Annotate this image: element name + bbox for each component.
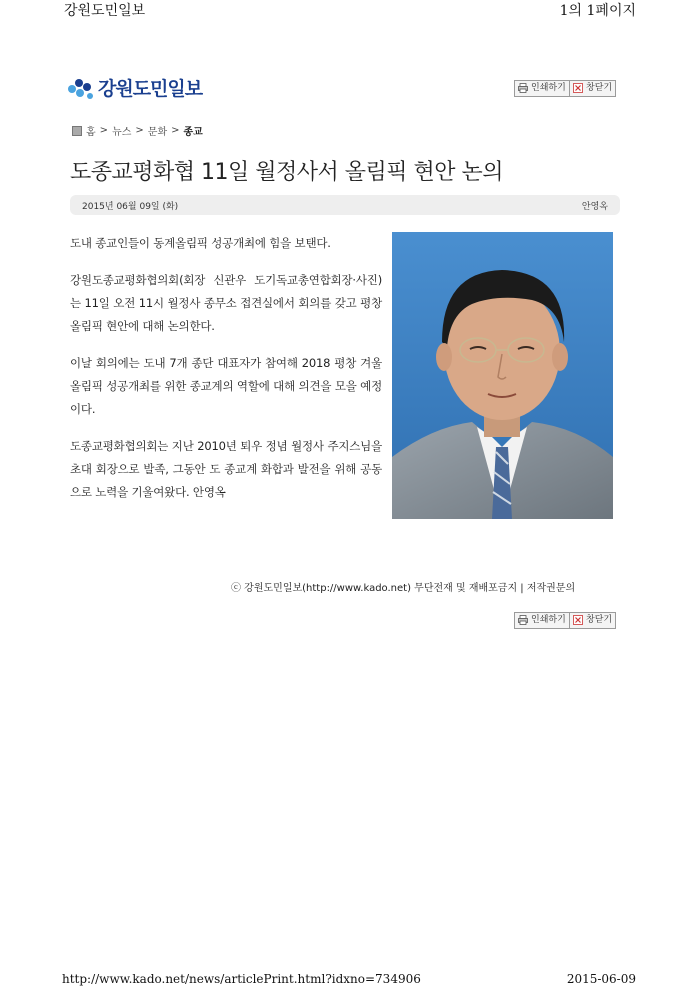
- print-button-bottom[interactable]: [514, 612, 570, 629]
- article-author: 안영옥: [581, 202, 608, 212]
- article-paragraph: 도내 종교인들이 동계올림픽 성공개최에 힘을 보탠다.: [70, 236, 331, 250]
- close-button-bottom[interactable]: [569, 612, 616, 629]
- breadcrumb-separator: >: [99, 125, 109, 136]
- print-header-page-info: 1의 1페이지: [559, 3, 636, 19]
- breadcrumb-separator: >: [171, 125, 180, 136]
- printer-icon: [518, 615, 528, 625]
- article-date: 2015년 06월 09일 (화): [82, 202, 179, 212]
- footer-date: 2015-06-09: [566, 972, 636, 986]
- article-info-bar: [70, 195, 620, 215]
- site-logo[interactable]: [66, 74, 202, 101]
- print-button-label: 인쇄하기: [531, 83, 566, 93]
- close-icon: [573, 83, 583, 93]
- article-photo: [392, 232, 613, 519]
- breadcrumb-home-icon: [72, 126, 82, 136]
- article-paragraph: 이날 회의에는 도내 7개 종단 대표자가 참여해 2018 평창 겨울올림픽 성공개최를 위한 종교계의 역할에 대해 의견을 모을 예정이다.: [70, 356, 382, 416]
- close-button-label: 창닫기: [586, 615, 613, 625]
- copyright-notice: ⓒ 강원도민일보(http://www.kado.net) 무단전재 및 재배포금지 | 저작권문의: [231, 583, 576, 594]
- breadcrumb-separator: >: [135, 125, 144, 136]
- close-button-label: 창닫기: [586, 83, 613, 93]
- portrait-image: [392, 232, 613, 519]
- breadcrumb-culture[interactable]: 문화: [147, 127, 168, 138]
- breadcrumb-news[interactable]: 뉴스: [112, 127, 132, 138]
- article-body: [70, 232, 382, 518]
- breadcrumb-religion[interactable]: 종교: [183, 127, 203, 138]
- breadcrumb-home[interactable]: 홈: [86, 127, 96, 138]
- print-button[interactable]: [514, 80, 570, 97]
- article-paragraph: 도종교평화협의회는 지난 2010년 퇴우 정념 월정사 주지스님을 초대 회장으로 발족, 그동안 도 종교계 화합과 발전을 위해 공동으로 노력을 기울여왔다. 안영옥: [70, 439, 382, 499]
- close-button[interactable]: [569, 80, 616, 97]
- close-icon: [573, 615, 583, 625]
- breadcrumb: [72, 123, 207, 138]
- footer-url: http://www.kado.net/news/articlePrint.html?idxno=734906: [62, 972, 421, 986]
- print-button-label: 인쇄하기: [531, 615, 566, 625]
- logo-text: 강원도민일보: [98, 78, 203, 100]
- logo-icon: [66, 76, 94, 100]
- printer-icon: [518, 83, 528, 93]
- article-paragraph: 강원도종교평화협의회(회장 신관우 도기독교총연합회장·사진)는 11일 오전 11시 월정사 종무소 접견실에서 회의를 갖고 평창 올림픽 현안에 대해 논의한다.: [70, 273, 382, 333]
- article-title: 도종교평화협 11일 월정사서 올림픽 현안 논의: [70, 160, 503, 185]
- print-header-site: 강원도민일보: [64, 3, 146, 19]
